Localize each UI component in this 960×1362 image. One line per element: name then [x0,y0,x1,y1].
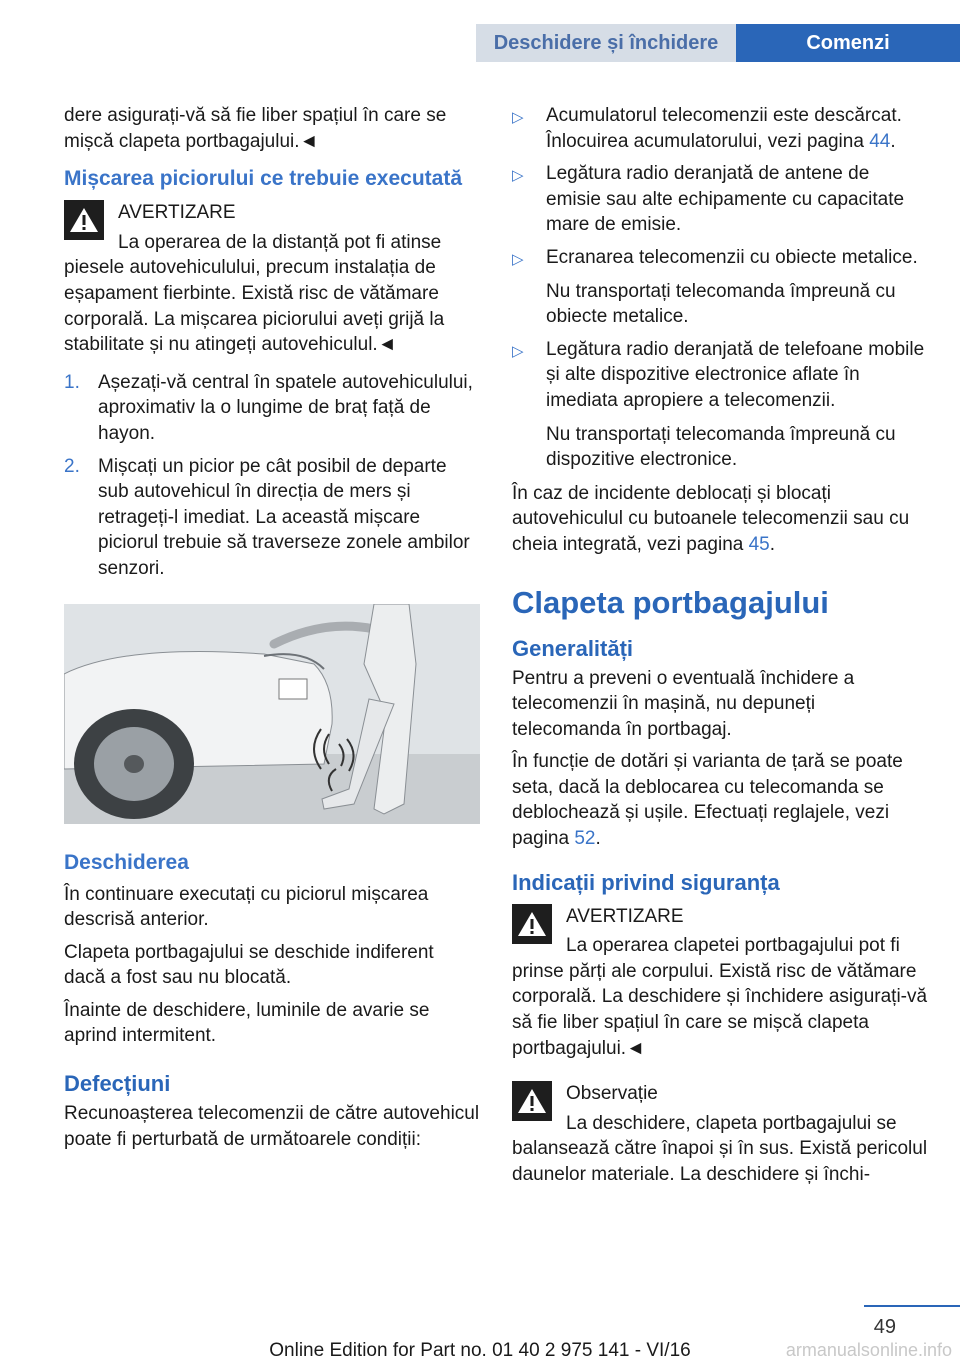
warning-first-line: La operarea de la distanță pot fi atinse [118,231,442,253]
step-number: 2. [64,455,80,477]
bullet-text: Legătura radio deranjată de telefoane mobile și alte dispozitive electronice aflate în imediata apropiere a telecomenzii. [546,338,925,411]
list-item [64,370,480,447]
list-item [512,161,928,238]
right-column [512,103,928,1200]
list-item [512,337,928,473]
general-paragraph-2 [512,749,928,851]
warning-text: prinse părți ale corpului. Există risc de vătămare corporală. La deschidere și închidere asigurați-vă să fie liber spațiul în care se mișcă clapeta portbagajului.◄ [512,960,928,1059]
note-text: balansează către înapoi și în sus. Există pericolul daunelor materiale. La deschidere și închi- [512,1138,928,1185]
heading-tailgate: Clapeta portbagajului [512,584,829,620]
opening-paragraph-1: În continuare executați cu piciorul mișcarea descrisă anterior. [64,883,429,931]
general-text: În funcție de dotări și varianta de țară se poate seta, dacă la deblocarea cu telecomanda se deblochează și ușile. Efectuați reglajele, vezi pagina [512,751,903,850]
page-link[interactable]: 52 [574,828,596,850]
section-tab[interactable]: Deschidere și închidere [476,24,736,62]
watermark: armanualsonline.info [785,1340,952,1360]
edition-line: Online Edition for Part no. 01 40 2 975 141 - VI/16 [269,1340,691,1361]
heading-opening: Deschiderea [64,850,189,874]
bullet-text: Legătura radio deranjată de antene de emisie sau alte echipamente cu capacitate mare de emisie. [546,163,905,236]
general-paragraph-1: Pentru a preveni o eventuală închidere a telecomenzii în mașină, nu depuneți telecomanda în portbagaj. [512,667,855,740]
opening-paragraph-3: Înainte de deschidere, luminile de avarie se aprind intermitent. [64,999,430,1047]
page-link[interactable]: 45 [748,533,770,555]
incident-text: În caz de incidente deblocați și blocați autovehiculul cu butoanele telecomenzii sau cu cheia integrată, vezi pagina [512,482,910,555]
intro-paragraph: dere asigurați-vă să fie liber spațiul în care se mișcă clapeta portbagajului.◄ [64,105,447,152]
warning-block-2 [512,902,928,1062]
warning-block-1 [64,198,480,358]
page-number: 49 [873,1316,896,1338]
foot-gesture-illustration [64,604,480,824]
bullet-triangle-icon: ▷ [512,250,524,268]
incident-tail: . [769,533,776,555]
footer-rule [864,1305,960,1307]
note-title: Observație [566,1083,658,1105]
warning-triangle-icon [512,904,552,944]
warning-first-line: La operarea clapetei portbagajului pot fi [566,935,900,957]
note-triangle-icon [512,1081,552,1121]
note-first-line: La deschidere, clapeta portbagajului se [566,1112,897,1134]
bullet-subtext: Nu transportați telecomanda împreună cu dispozitive electronice. [546,423,896,471]
warning-text: piesele autovehiculului, precum instalația de eșapament fierbinte. Există risc de vătămare corporală. La mișcarea piciorului aveți grijă la stabilitate și nu atingeți autovehiculul.◄ [64,257,445,356]
warning-title: AVERTIZARE [566,905,684,927]
note-block [512,1079,928,1187]
bullet-triangle-icon: ▷ [512,167,524,185]
page-link[interactable]: 44 [869,130,891,152]
chapter-tab[interactable]: Comenzi [736,24,960,62]
warning-title: AVERTIZARE [118,202,236,224]
header-bar [0,24,960,62]
left-column [64,103,480,1159]
list-item [512,103,928,154]
heading-malfunctions: Defecțiuni [64,1071,171,1097]
steps-list [64,370,480,582]
opening-paragraph-2: Clapeta portbagajului se deschide indiferent dacă a fost sau nu blocată. [64,941,434,989]
step-number: 1. [64,371,80,393]
bullet-triangle-icon: ▷ [512,109,524,126]
malfunction-causes-list [512,103,928,473]
warning-triangle-icon [64,200,104,240]
step-text: Mișcați un picior pe cât posibil de departe sub autovehicul în direcția de mers și retrageți-l imediat. La această mișcare piciorul trebuie să traverseze zonele ambilor senzori. [98,455,470,579]
bullet-triangle-icon: ▷ [512,342,524,360]
general-tail: . [595,828,601,850]
malfunctions-paragraph: Recunoașterea telecomenzii de către autovehicul poate fi perturbată de următoarele condiții: [64,1103,480,1150]
bullet-tail: . [890,130,896,152]
heading-safety: Indicații privind siguranța [512,869,780,895]
list-item [512,245,928,330]
heading-general: Generalități [512,635,634,661]
bullet-text: Ecranarea telecomenzii cu obiecte metalice. [546,246,918,268]
step-text: Așezați-vă central în spatele autovehiculului, aproximativ la o lungime de braț față de hayon. [98,371,473,444]
heading-foot-movement: Mișcarea piciorului ce trebuie executată [64,167,462,191]
bullet-text: Acumulatorul telecomenzii este descărcat. Înlocuirea acumulatorului, vezi pagina [546,105,902,152]
bullet-subtext: Nu transportați telecomanda împreună cu obiecte metalice. [546,280,896,328]
list-item [64,454,480,582]
incident-paragraph [512,481,928,558]
